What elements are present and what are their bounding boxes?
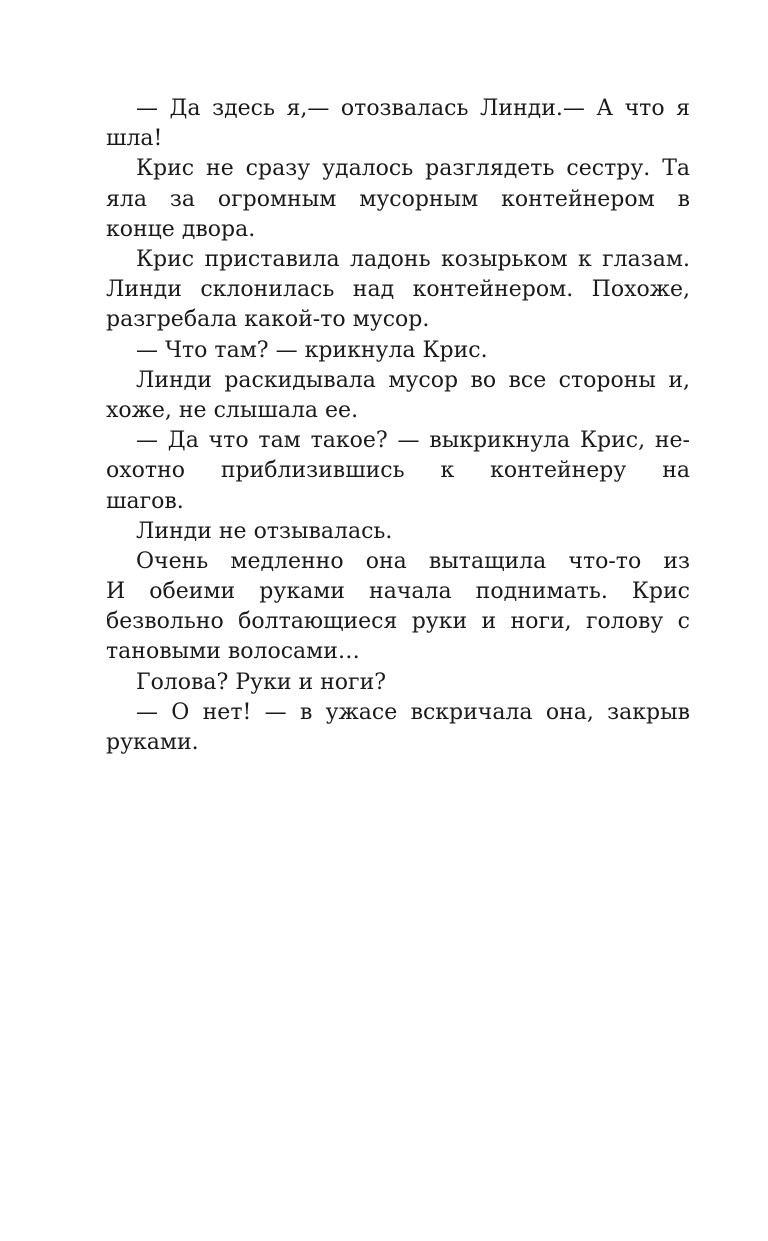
text-line: Голова? Руки и ноги? [136,669,387,695]
body-text [106,94,690,758]
text-line: — Да здесь я,— отозвалась Линди.— А что я [136,96,690,121]
text-line: Крис не сразу удалось разглядеть сестру. Та [136,156,690,182]
text-line: шагов. [106,488,184,514]
text-line: Очень медленно она вытащила что-то из [136,548,690,574]
text-line: Линди склонилась над контейнером. Похоже, [106,277,690,303]
text-line: — Что там? — крикнула Крис. [136,337,488,363]
text-line: — Да что там такое? — выкрикнула Крис, не- [136,428,690,454]
text-line: безвольно болтающиеся руки и ноги, голову с [106,609,690,635]
text-line: разгребала какой-то мусор. [106,307,430,333]
text-line: Крис приставила ладонь козырьком к глазам. [136,246,690,272]
text-line: шла! [106,126,163,152]
text-line: хоже, не слышала ее. [106,397,359,423]
text-line: тановыми волосами… [106,639,360,665]
text-line: Линди не отзывалась. [136,518,393,544]
text-line: охотно приблизившись к контейнеру на [106,458,690,484]
text-line: яла за огромным мусорным контейнером в [106,186,690,212]
text-line: руками. [106,730,199,756]
text-line: — О нет! — в ужасе вскричала она, закрыв [136,699,690,725]
text-line: И обеими руками начала поднимать. Крис [106,579,690,605]
text-line: конце двора. [106,216,256,242]
text-line: Линди раскидывала мусор во все стороны и, [136,367,690,393]
